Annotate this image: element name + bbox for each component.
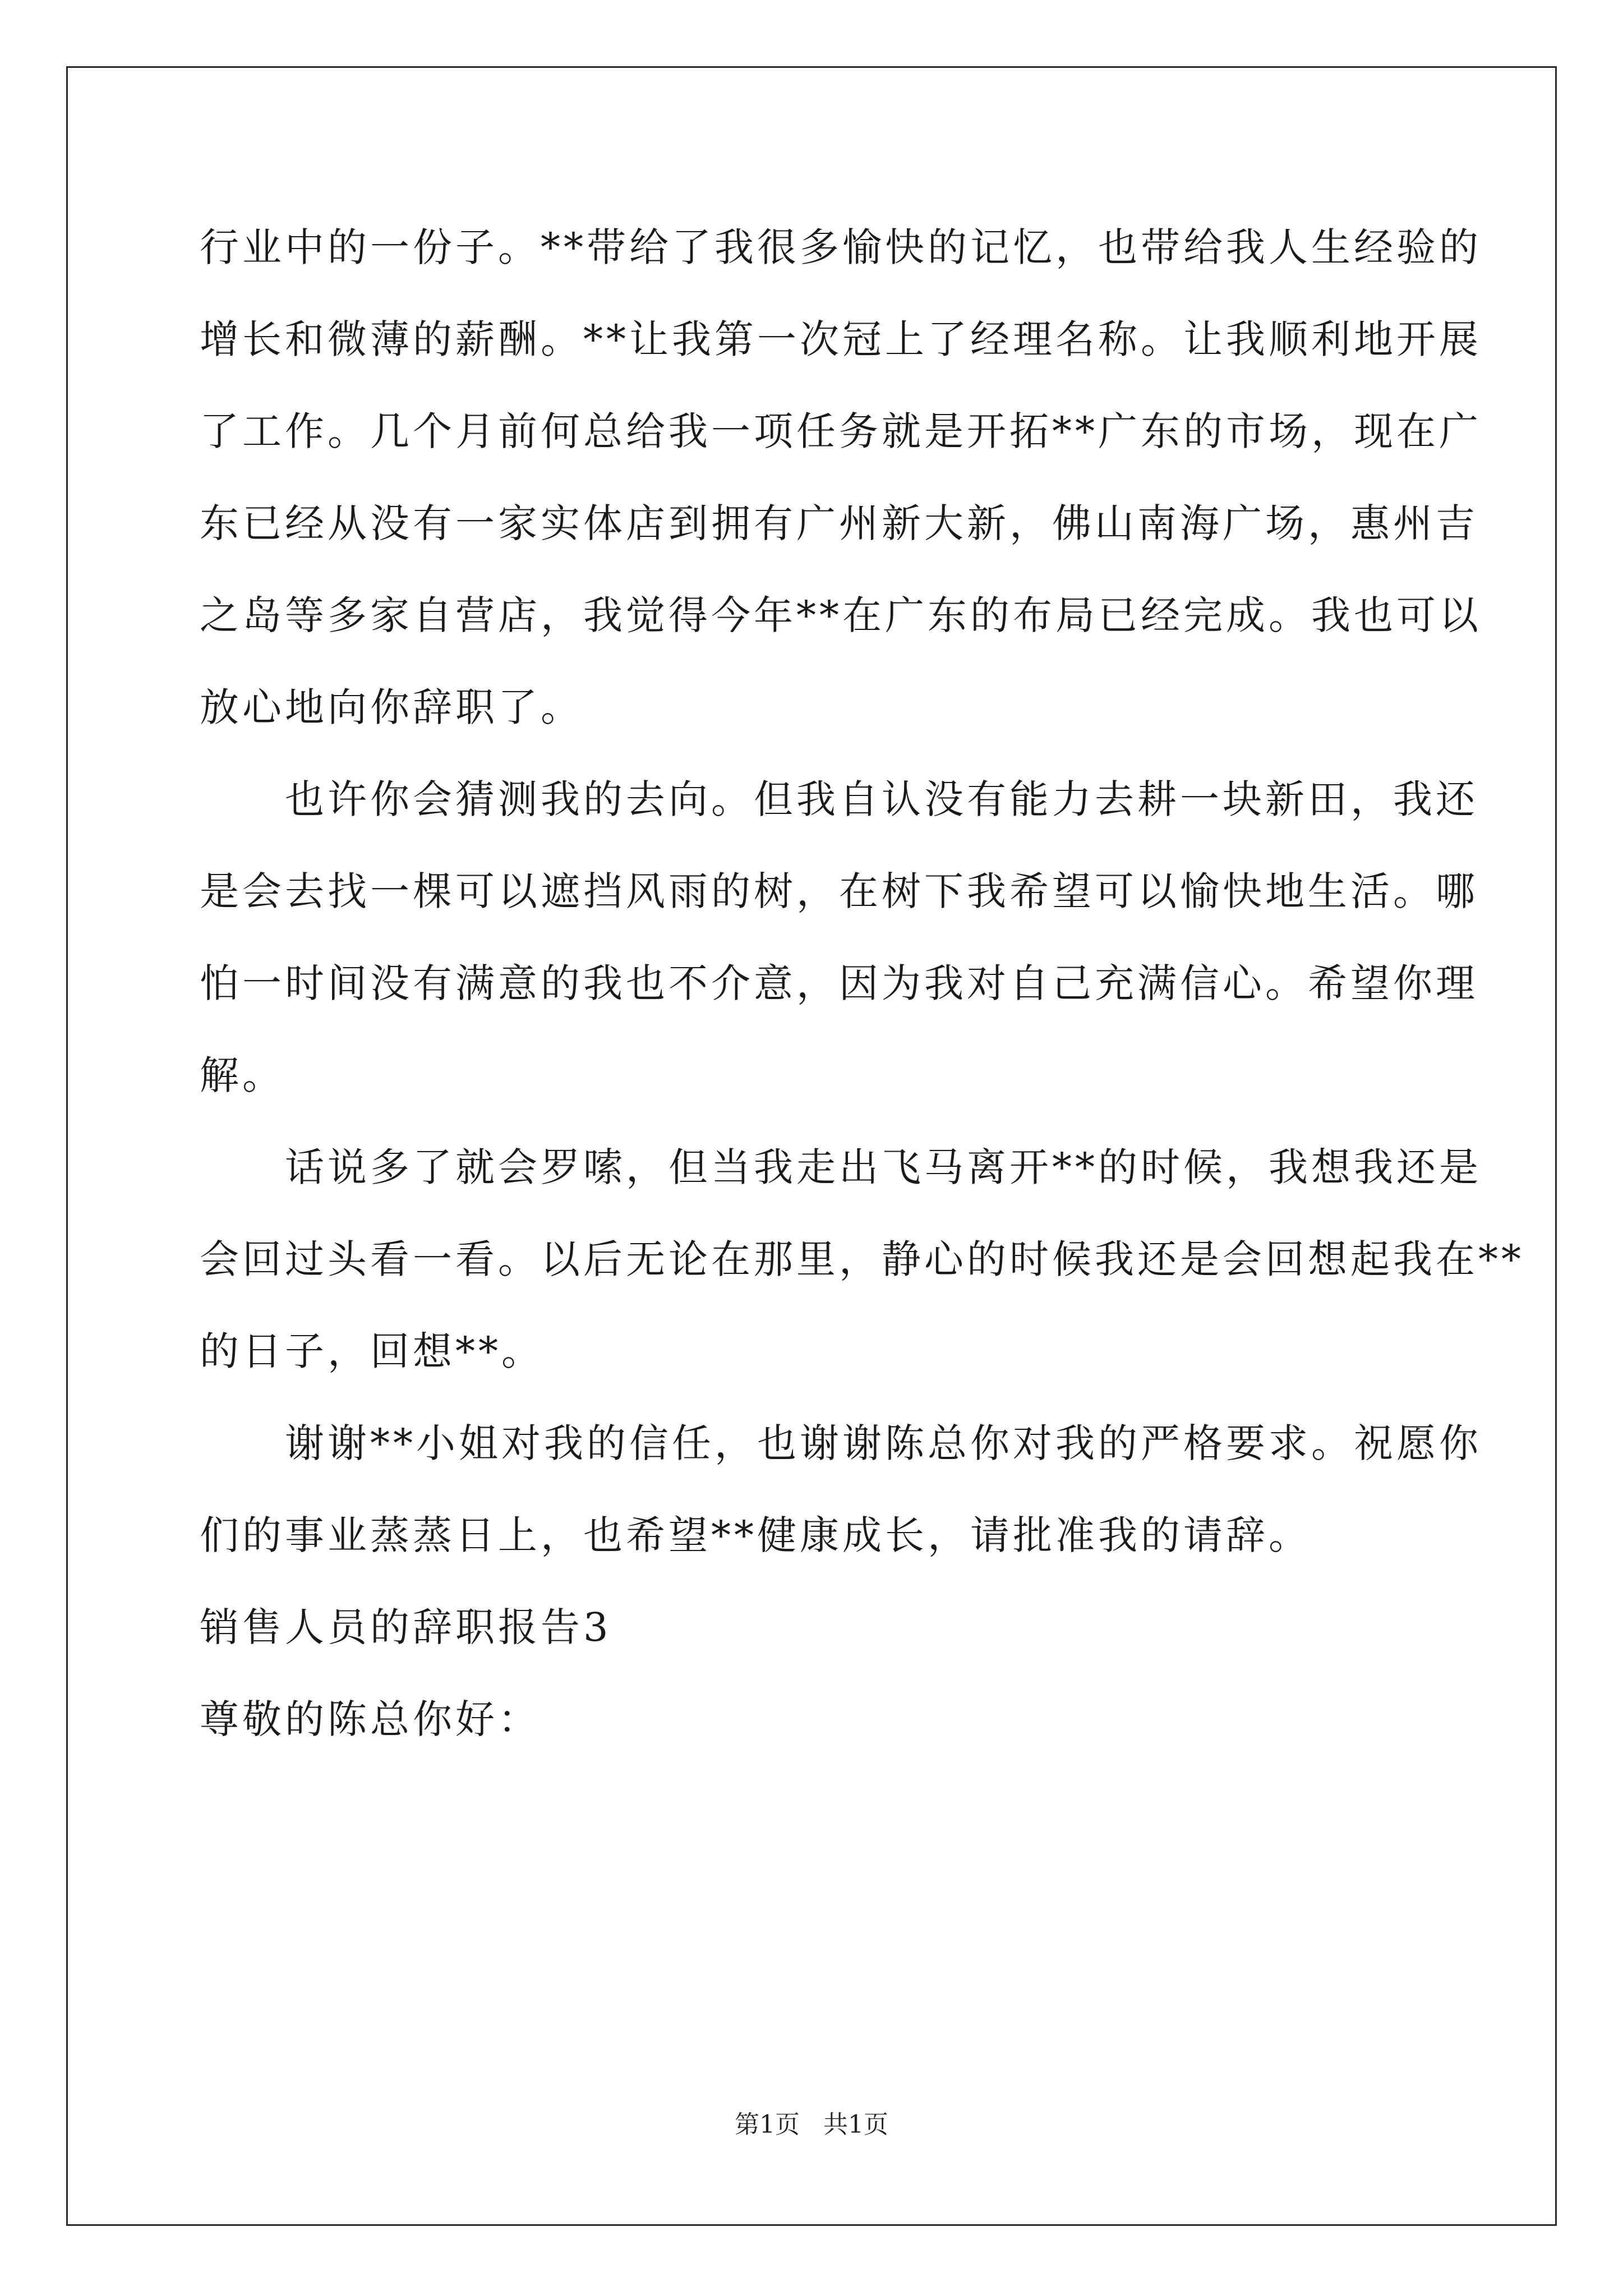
document-body (200, 217, 1524, 1780)
text-line: 解。 (200, 1052, 285, 1098)
text-line: 东已经从没有一家实体店到拥有广州新大新，佛山南海广场，惠州吉 (200, 500, 1478, 546)
text-line: 行业中的一份子。**带给了我很多愉快的记忆，也带给我人生经验的 (200, 224, 1482, 270)
text-line: 谢谢**小姐对我的信任，也谢谢陈总你对我的严格要求。祝愿你 (200, 1420, 1482, 1466)
text-line: 之岛等多家自营店，我觉得今年**在广东的布局已经完成。我也可以 (200, 592, 1482, 638)
section-heading: 销售人员的辞职报告3 (200, 1604, 612, 1650)
text-line: 话说多了就会罗嗦，但当我走出飞马离开**的时候，我想我还是 (200, 1144, 1482, 1190)
salutation: 尊敬的陈总你好： (200, 1696, 541, 1742)
text-line: 的日子，回想**。 (200, 1328, 544, 1374)
text-line: 也许你会猜测我的去向。但我自认没有能力去耕一块新田，我还 (200, 776, 1478, 822)
text-line: 了工作。几个月前何总给我一项任务就是开拓**广东的市场，现在广 (200, 408, 1482, 454)
text-line: 放心地向你辞职了。 (200, 684, 583, 730)
text-line: 是会去找一棵可以遮挡风雨的树，在树下我希望可以愉快地生活。哪 (200, 868, 1478, 914)
text-line: 会回过头看一看。以后无论在那里，静心的时候我还是会回想起我在** (200, 1236, 1524, 1282)
page-total: 共1页 (823, 2110, 888, 2139)
text-line: 们的事业蒸蒸日上，也希望**健康成长，请批准我的请辞。 (200, 1512, 1311, 1558)
text-line: 增长和微薄的薪酬。**让我第一次冠上了经理名称。让我顺利地开展 (200, 316, 1482, 362)
text-line: 怕一时间没有满意的我也不介意，因为我对自己充满信心。希望你理 (200, 960, 1478, 1006)
page-number: 第1页 (735, 2110, 800, 2139)
page-footer (0, 2108, 1623, 2142)
